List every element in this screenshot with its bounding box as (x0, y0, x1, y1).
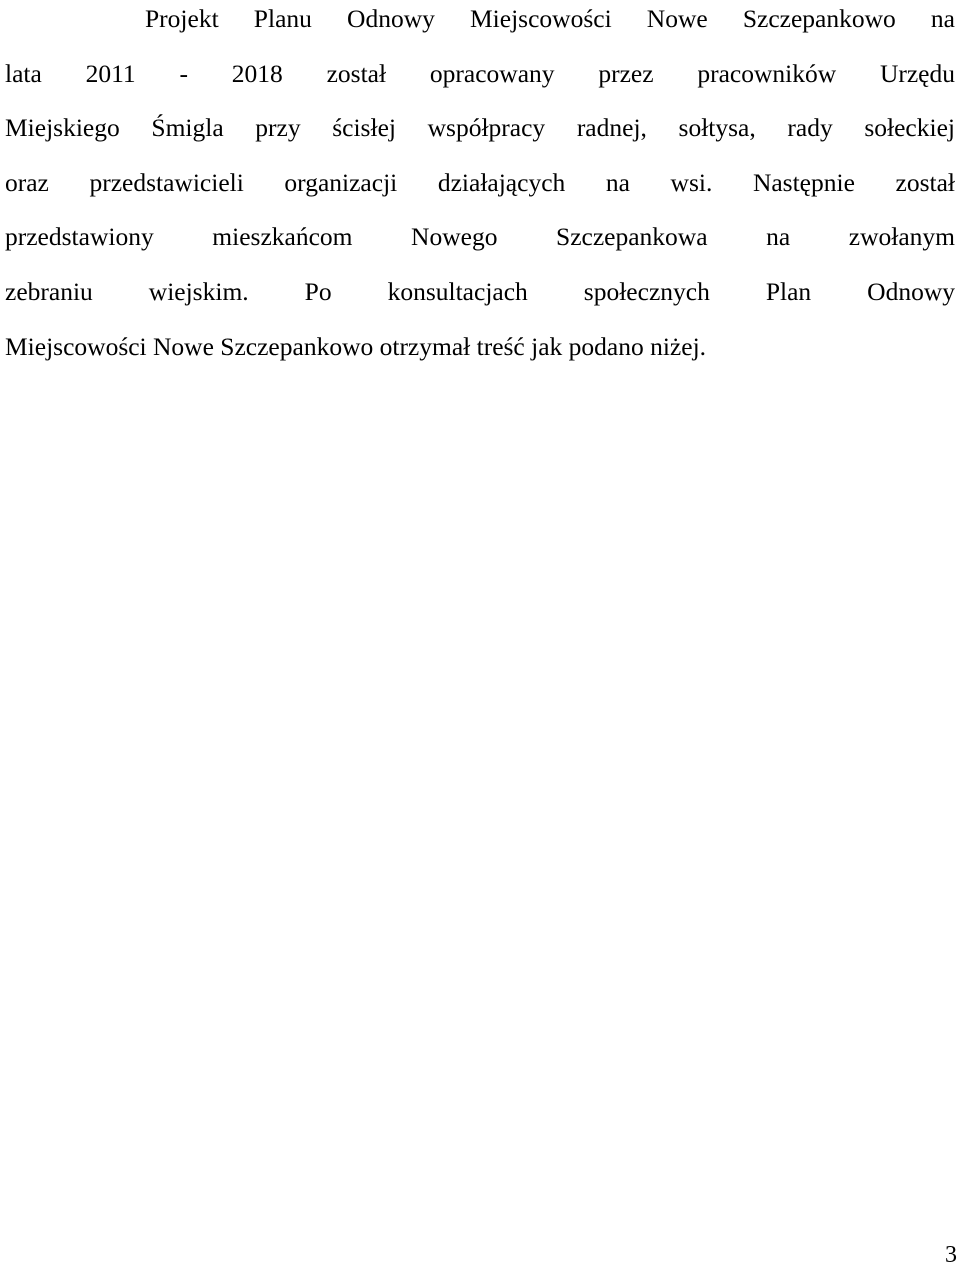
paragraph-line-7: Miejscowości Nowe Szczepankowo otrzymał treść jak podano niżej. (5, 331, 707, 361)
body-paragraph (5, 0, 955, 374)
paragraph-line-1: Projekt Planu Odnowy Miejscowości Nowe Szczepankowo na (145, 4, 955, 33)
paragraph-line-3: Miejskiego Śmigla przy ścisłej współpracy radnej, sołtysa, rady sołeckiej (5, 113, 955, 143)
paragraph-line-2: lata 2011 - 2018 został opracowany przez pracowników Urzędu (5, 58, 955, 88)
paragraph-line-6: zebraniu wiejskim. Po konsultacjach społecznych Plan Odnowy (5, 276, 955, 306)
paragraph-line-5: przedstawiony mieszkańcom Nowego Szczepankowa na zwołanym (5, 222, 955, 252)
page-number: 3 (945, 1242, 957, 1268)
paragraph-line-4: oraz przedstawicieli organizacji działających na wsi. Następnie został (5, 167, 955, 197)
